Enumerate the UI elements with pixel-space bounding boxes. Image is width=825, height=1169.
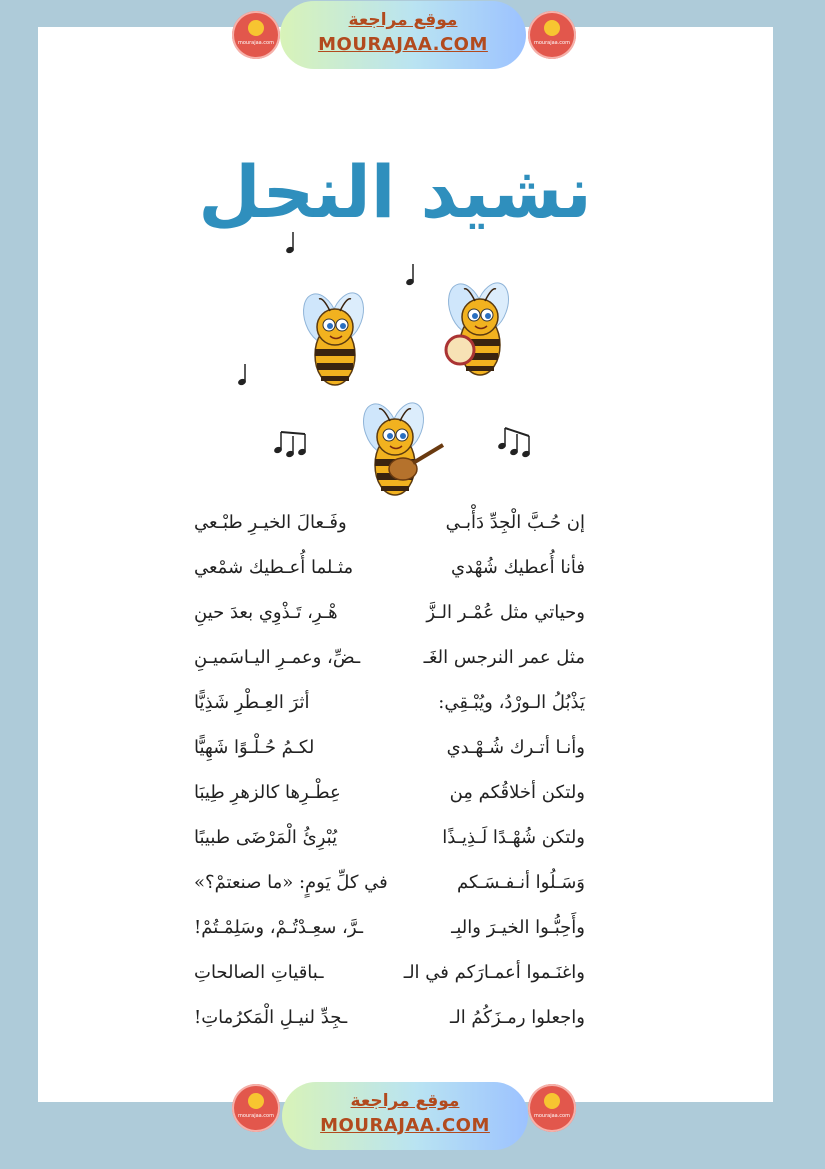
poem-line [180, 782, 585, 812]
poem-second-hemistich: مثـلما أُعـطيك شمْعي [194, 557, 354, 578]
bee-with-drum-icon [442, 278, 515, 375]
poem-line [180, 737, 585, 767]
logo-left-bottom: mourajaa.com [232, 1084, 280, 1132]
poem-first-hemistich: إن حُـبَّ الْجِدِّ دَأْبـي [445, 512, 585, 533]
poem-second-hemistich: ـضِّ، وعمـرِ اليـاسَميـنِ [194, 647, 361, 668]
poem-second-hemistich: يُبْرِئُ الْمَرْضَى طبيبًا [194, 827, 338, 848]
banner-arabic-text[interactable]: موقع مراجعة [350, 1091, 460, 1111]
poem-line [180, 827, 585, 857]
poem-line [180, 557, 585, 587]
poem-line [180, 602, 585, 632]
bee-dancing-icon [297, 288, 370, 385]
bee-with-guitar-icon [357, 398, 443, 495]
poem-second-hemistich: وفَـعالَ الخيـرِ طبْـعي [194, 512, 347, 533]
poem-second-hemistich: لكـمُ حُـلْـوًا شَهِيًّا [194, 737, 315, 758]
logo-right-bottom: mourajaa.com [528, 1084, 576, 1132]
poem-line [180, 1007, 585, 1037]
poem-line [180, 872, 585, 902]
poem-line [180, 692, 585, 722]
poem-second-hemistich: عِطْـرِها كالزهرِ طِيبَا [194, 782, 341, 803]
site-banner-bottom[interactable] [282, 1082, 528, 1150]
poem-first-hemistich: ولتكن شُهْـدًا لَـذِيـذًا [442, 827, 585, 848]
poem-first-hemistich: يَذْبُلُ الـورْدُ، ويُبْـقِي: [438, 692, 585, 713]
banner-arabic-text[interactable]: موقع مراجعة [348, 10, 458, 30]
poem-second-hemistich: ـجِدِّ لنيـلِ الْمَكرُماتِ! [194, 1007, 348, 1028]
poem-line [180, 917, 585, 947]
poem-first-hemistich: وحياتي مثل عُمْـر الـزَّ [426, 602, 585, 623]
poem-second-hemistich: ـرَّ، سعِـدْتُـمْ، وسَلِمْـتُمْ! [194, 917, 364, 938]
bee-illustration [0, 0, 825, 520]
poem-line [180, 647, 585, 677]
banner-site-link[interactable]: MOURAJAA.COM [320, 1115, 490, 1136]
page-title: نشيد النحل [198, 150, 592, 234]
logo-left-top: mourajaa.com [232, 11, 280, 59]
poem-second-hemistich: ـباقياتِ الصالحاتِ [194, 962, 324, 983]
poem-first-hemistich: ولتكن أخلاقُكم مِن [449, 782, 585, 803]
poem-second-hemistich: في كلِّ يَومٍ: «ما صنعتمْ؟» [194, 872, 388, 893]
poem-first-hemistich: وأَحِبُّـوا الخيـرَ والبِـ [451, 917, 585, 938]
banner-site-link[interactable]: MOURAJAA.COM [318, 34, 488, 55]
poem-first-hemistich: وأنـا أتـرك شُـهْـدي [446, 737, 585, 758]
poem-first-hemistich: فأنا أُعطيك شُهْدي [450, 557, 585, 578]
poem-second-hemistich: أثرَ العِـطْرِ شَذِيًّا [194, 692, 310, 713]
poem-second-hemistich: هْـرِ، تَـذْوِي بعدَ حينِ [194, 602, 338, 623]
poem-line [180, 962, 585, 992]
poem-first-hemistich: واجعلوا رمـزَكُمُ الـ [449, 1007, 585, 1028]
poem-line [180, 512, 585, 542]
poem-first-hemistich: مثل عمر النرجس الغَـ [423, 647, 585, 668]
poem-first-hemistich: واغنَـموا أعمـارَكم في الـ [403, 962, 585, 983]
poem-first-hemistich: وَسَـلُوا أنـفـسَـكم [457, 872, 585, 893]
logo-right-top: mourajaa.com [528, 11, 576, 59]
